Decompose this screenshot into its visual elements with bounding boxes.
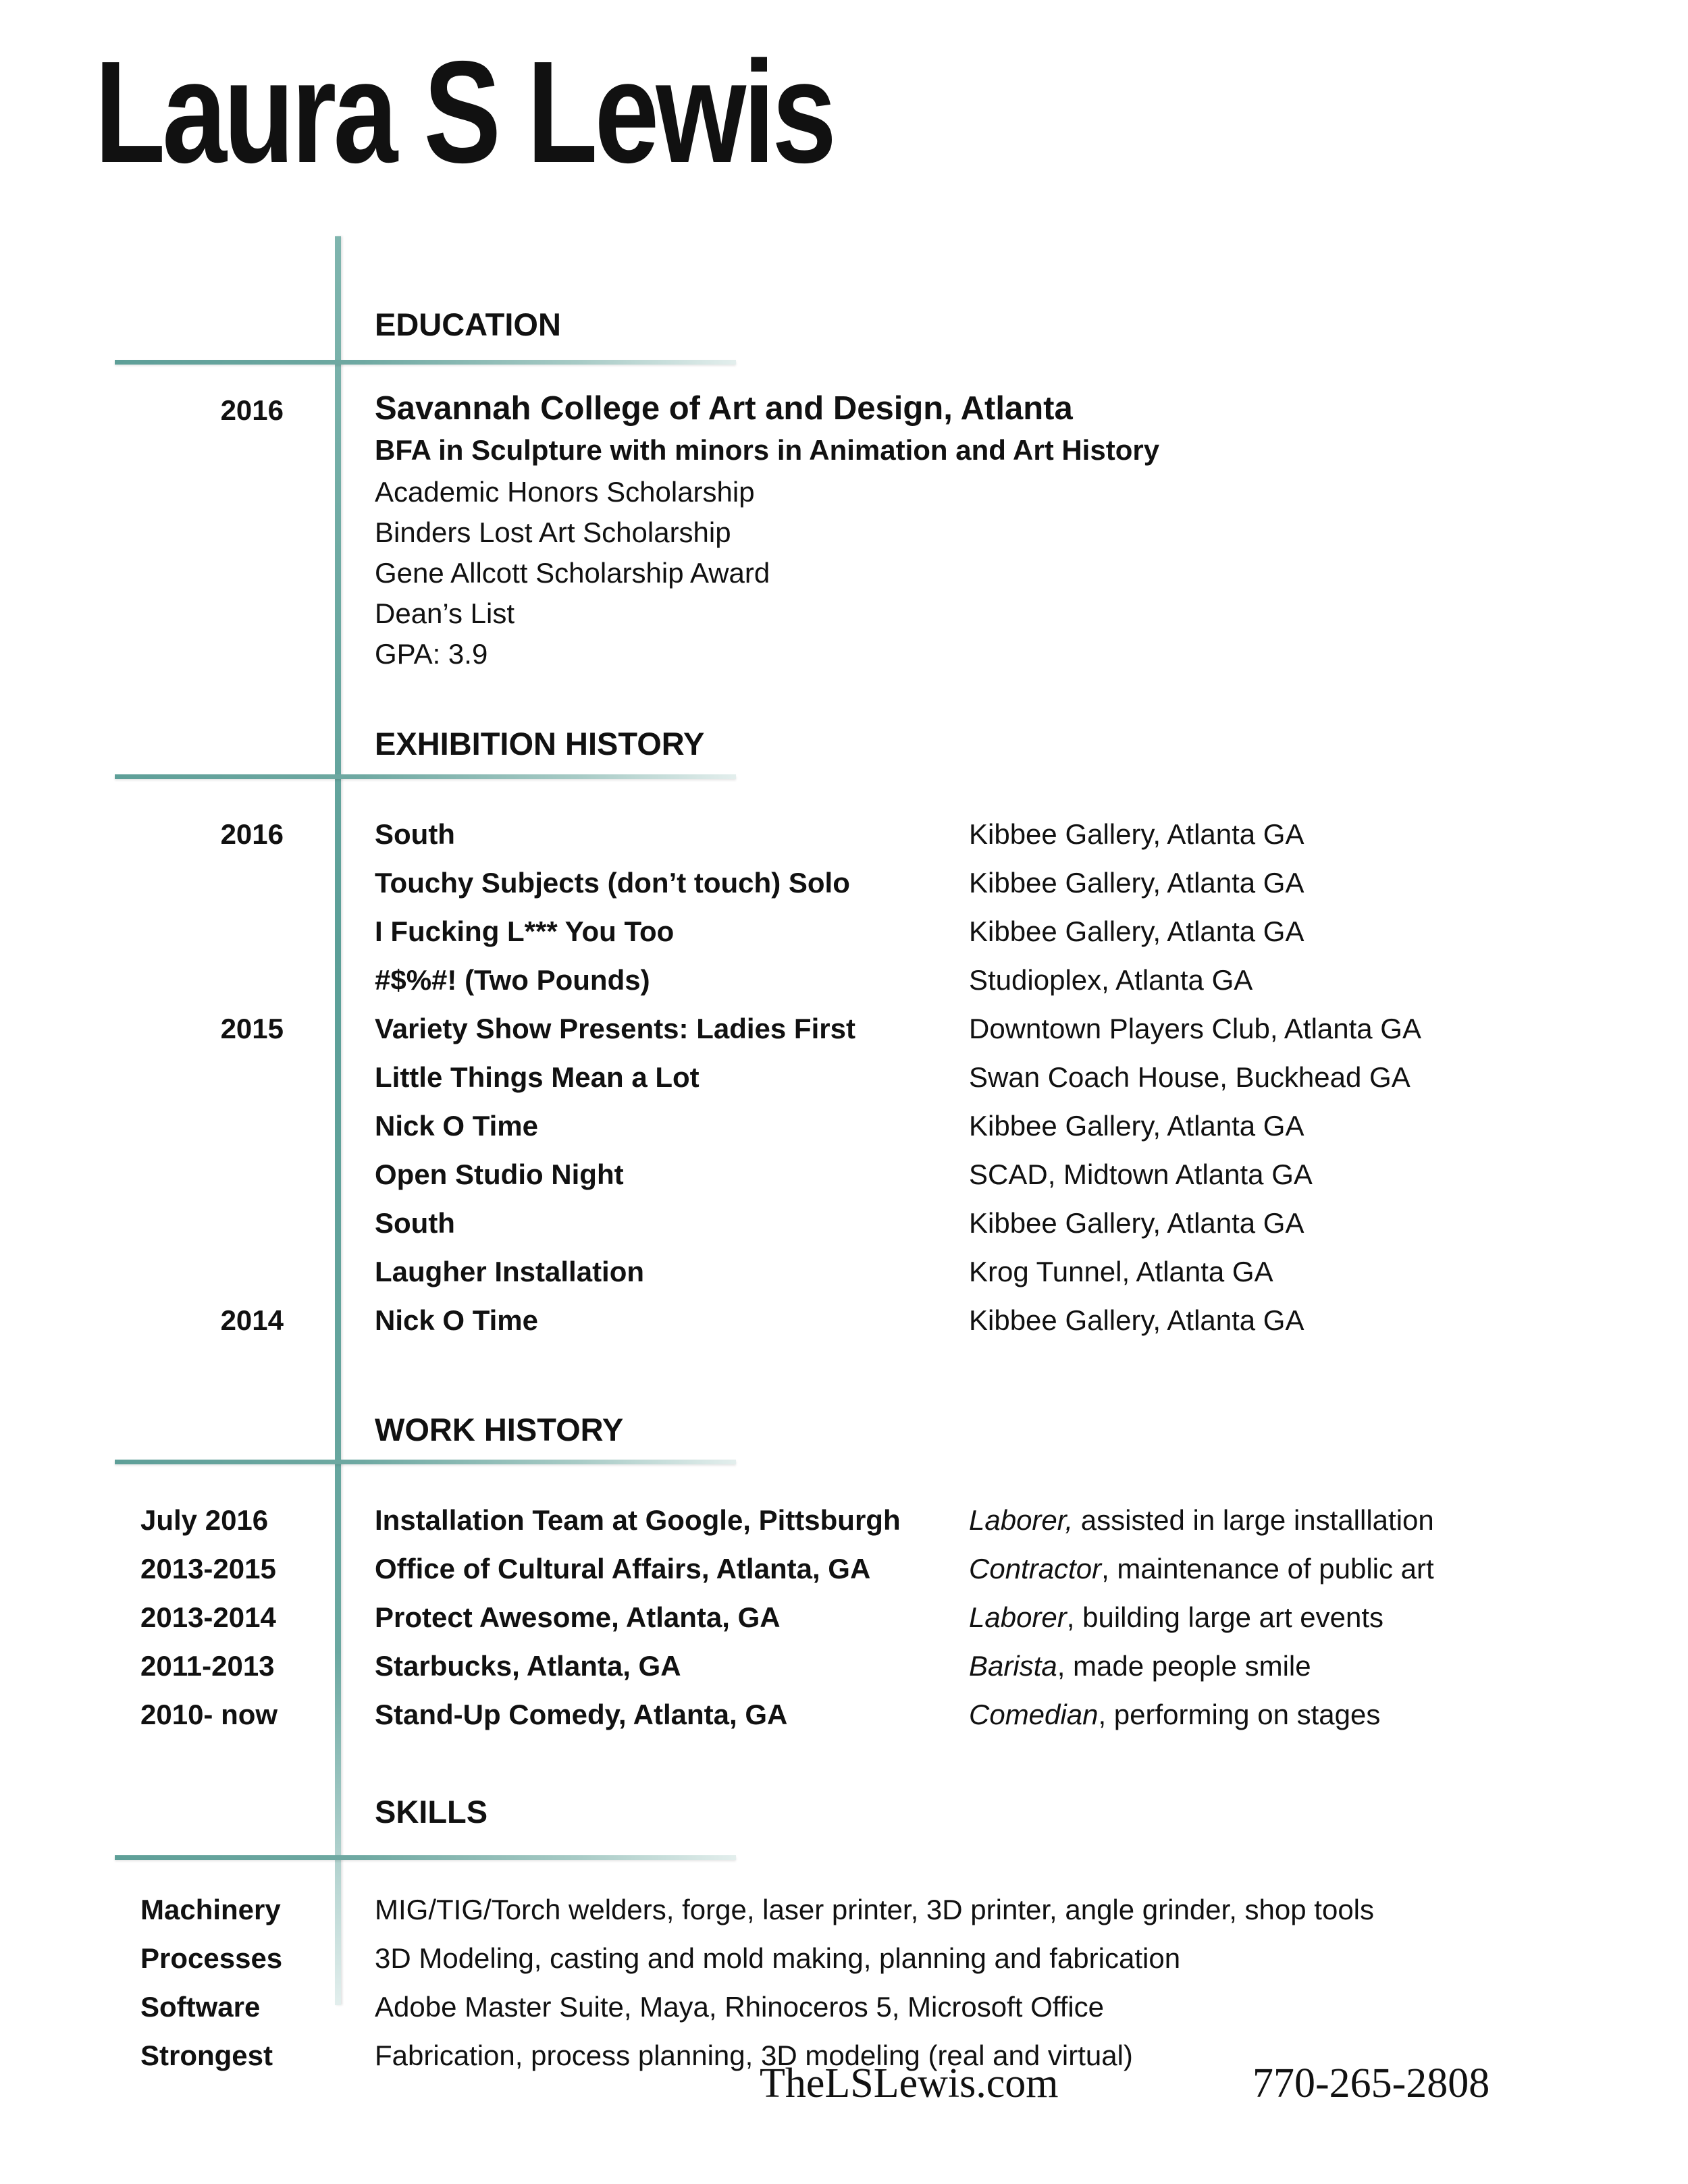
exhibition-year: 2015 [220, 1013, 284, 1044]
phone-number: 770-265-2808 [1252, 2060, 1490, 2106]
exhibition-venue: SCAD, Midtown Atlanta GA [969, 1158, 1313, 1190]
exhibition-table [0, 810, 1688, 1345]
skill-value: Fabrication, process planning, 3D modeling (real and virtual) [375, 2040, 1133, 2071]
work-row [0, 1496, 1688, 1545]
work-employer: Stand-Up Comedy, Atlanta, GA [375, 1699, 788, 1730]
work-employer: Office of Cultural Affairs, Atlanta, GA [375, 1553, 871, 1584]
work-row [0, 1593, 1688, 1642]
exhibition-venue: Kibbee Gallery, Atlanta GA [969, 1110, 1304, 1142]
exhibition-year: 2014 [220, 1304, 284, 1336]
work-role-description [969, 1496, 1434, 1545]
education-block [375, 388, 1523, 674]
exhibition-row [0, 956, 1688, 1005]
skill-value: MIG/TIG/Torch welders, forge, laser printer, 3D printer, angle grinder, shop tools [375, 1894, 1375, 1925]
skills-heading: SKILLS [375, 1794, 488, 1830]
exhibition-title: Laugher Installation [375, 1256, 645, 1287]
skills-row [0, 1886, 1688, 1934]
skill-label: Processes [140, 1942, 283, 1974]
work-table [0, 1496, 1688, 1739]
exhibition-venue: Kibbee Gallery, Atlanta GA [969, 1207, 1304, 1239]
work-description: assisted in large installlation [1073, 1504, 1434, 1536]
education-year: 2016 [220, 394, 284, 426]
education-heading: EDUCATION [375, 307, 561, 342]
skills-row [0, 1934, 1688, 1983]
work-role: Comedian [969, 1699, 1099, 1730]
skill-value: Adobe Master Suite, Maya, Rhinoceros 5, Microsoft Office [375, 1991, 1105, 2023]
exhibition-row [0, 810, 1688, 859]
exhibition-divider [115, 774, 736, 779]
exhibition-row [0, 1053, 1688, 1102]
resume-name: Laura S Lewis [95, 30, 834, 193]
work-period: 2011-2013 [140, 1650, 275, 1682]
work-employer: Protect Awesome, Atlanta, GA [375, 1601, 781, 1633]
exhibition-venue: Kibbee Gallery, Atlanta GA [969, 1304, 1304, 1336]
exhibition-title: South [375, 1207, 455, 1239]
exhibition-row [0, 1150, 1688, 1199]
website-link[interactable]: TheLSLewis.com [760, 2060, 1059, 2106]
education-item: GPA: 3.9 [375, 638, 488, 670]
exhibition-title: #$%#! (Two Pounds) [375, 964, 650, 996]
skills-table [0, 1886, 1688, 2080]
exhibition-row [0, 1296, 1688, 1345]
work-role: Barista [969, 1650, 1057, 1682]
skill-label: Software [140, 1991, 261, 2023]
work-row [0, 1642, 1688, 1690]
education-item: Academic Honors Scholarship [375, 476, 755, 508]
work-description: , maintenance of public art [1101, 1553, 1434, 1584]
exhibition-row [0, 1005, 1688, 1053]
education-item: Dean’s List [375, 597, 515, 629]
skill-label: Strongest [140, 2040, 273, 2071]
education-degree: BFA in Sculpture with minors in Animation and Art History [375, 434, 1160, 466]
work-row [0, 1545, 1688, 1593]
exhibition-row [0, 1248, 1688, 1296]
work-role-description [969, 1690, 1380, 1739]
skill-value: 3D Modeling, casting and mold making, planning and fabrication [375, 1942, 1181, 1974]
education-item: Binders Lost Art Scholarship [375, 516, 731, 548]
work-role-description [969, 1593, 1383, 1642]
education-item: Gene Allcott Scholarship Award [375, 557, 770, 589]
exhibition-heading: EXHIBITION HISTORY [375, 726, 705, 762]
exhibition-venue: Downtown Players Club, Atlanta GA [969, 1013, 1421, 1044]
work-heading: WORK HISTORY [375, 1412, 624, 1447]
work-description: , made people smile [1057, 1650, 1311, 1682]
exhibition-title: Nick O Time [375, 1304, 538, 1336]
exhibition-row [0, 1199, 1688, 1248]
work-period: July 2016 [140, 1504, 269, 1536]
work-divider [115, 1460, 736, 1464]
exhibition-venue: Studioplex, Atlanta GA [969, 964, 1253, 996]
exhibition-title: Open Studio Night [375, 1158, 624, 1190]
education-divider [115, 360, 736, 365]
work-role-description [969, 1545, 1434, 1593]
exhibition-title: Variety Show Presents: Ladies First [375, 1013, 855, 1044]
exhibition-title: I Fucking L*** You Too [375, 915, 675, 947]
work-employer: Installation Team at Google, Pittsburgh [375, 1504, 901, 1536]
skills-row [0, 1983, 1688, 2031]
work-role: Laborer [969, 1601, 1067, 1633]
work-role: Contractor [969, 1553, 1102, 1584]
exhibition-year: 2016 [220, 818, 284, 850]
work-row [0, 1690, 1688, 1739]
skills-divider [115, 1855, 736, 1860]
work-period: 2010- now [140, 1699, 278, 1730]
work-role-description [969, 1642, 1311, 1690]
work-description: , performing on stages [1098, 1699, 1381, 1730]
work-description: , building large art events [1066, 1601, 1384, 1633]
exhibition-row [0, 907, 1688, 956]
work-period: 2013-2015 [140, 1553, 276, 1584]
exhibition-title: Nick O Time [375, 1110, 538, 1142]
work-period: 2013-2014 [140, 1601, 276, 1633]
exhibition-venue: Swan Coach House, Buckhead GA [969, 1061, 1410, 1093]
exhibition-venue: Kibbee Gallery, Atlanta GA [969, 867, 1304, 899]
exhibition-title: Little Things Mean a Lot [375, 1061, 700, 1093]
education-school: Savannah College of Art and Design, Atlanta [375, 390, 1073, 427]
exhibition-venue: Krog Tunnel, Atlanta GA [969, 1256, 1273, 1287]
exhibition-title: Touchy Subjects (don’t touch) Solo [375, 867, 850, 899]
exhibition-venue: Kibbee Gallery, Atlanta GA [969, 915, 1304, 947]
exhibition-venue: Kibbee Gallery, Atlanta GA [969, 818, 1304, 850]
skill-label: Machinery [140, 1894, 281, 1925]
work-role: Laborer, [969, 1504, 1074, 1536]
exhibition-title: South [375, 818, 455, 850]
exhibition-row [0, 859, 1688, 907]
work-employer: Starbucks, Atlanta, GA [375, 1650, 681, 1682]
exhibition-row [0, 1102, 1688, 1150]
